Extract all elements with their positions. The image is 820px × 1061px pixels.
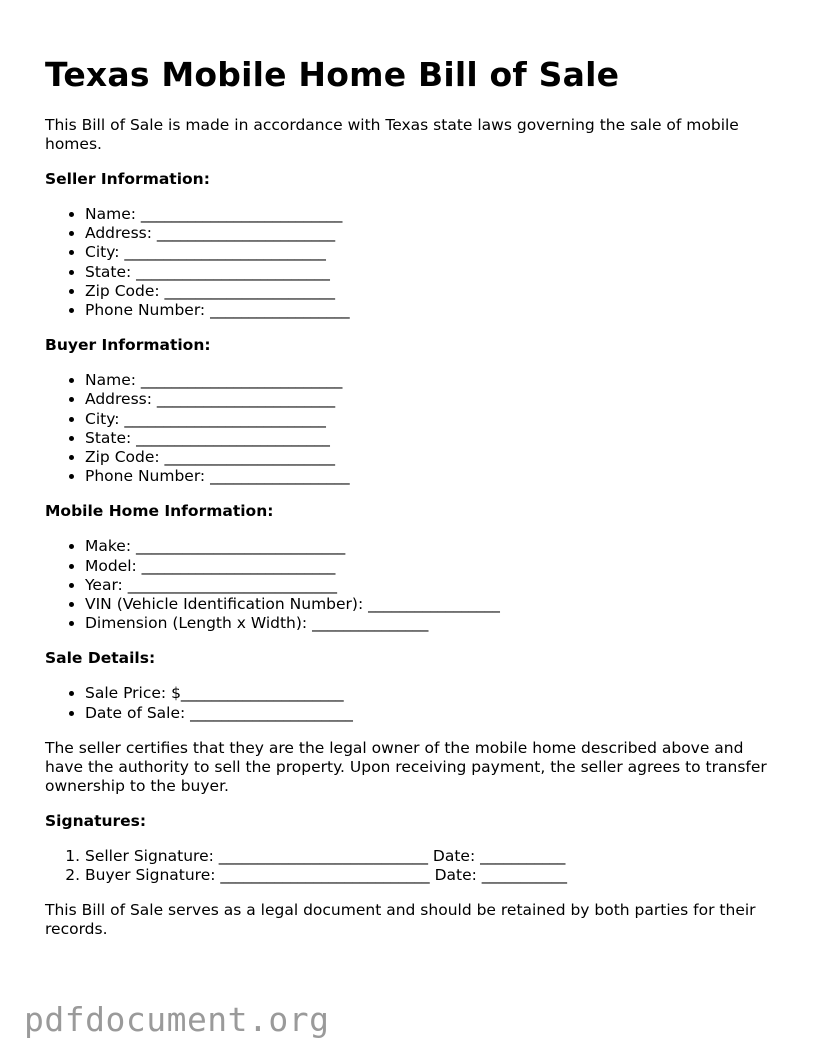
buyer-phone-field: • Phone Number: __________________	[85, 467, 785, 486]
document-title: Texas Mobile Home Bill of Sale	[45, 55, 620, 94]
seller-name-field: • Name: __________________________	[85, 205, 785, 224]
sale-price-field: • Sale Price: $_____________________	[85, 684, 785, 703]
buyer-city-field: • City: __________________________	[85, 410, 785, 429]
intro-paragraph: This Bill of Sale is made in accordance with Texas state laws governing the sale of mobile homes.	[45, 115, 739, 153]
buyer-fields-list	[45, 371, 785, 486]
vin-field: • VIN (Vehicle Identification Number): _________________	[85, 595, 785, 614]
seller-state-field: • State: _________________________	[85, 263, 785, 282]
buyer-zip-field: • Zip Code: ______________________	[85, 448, 785, 467]
seller-heading: Seller Information:	[45, 169, 210, 188]
mobile-home-heading: Mobile Home Information:	[45, 502, 274, 521]
watermark: pdfdocument.org	[24, 1000, 330, 1039]
buyer-name-field: • Name: __________________________	[85, 371, 785, 390]
seller-phone-field: • Phone Number: __________________	[85, 301, 785, 320]
sale-date-field: • Date of Sale: _____________________	[85, 704, 785, 723]
seller-address-field: • Address: _______________________	[85, 224, 785, 243]
buyer-signature-field: 2. Buyer Signature: ___________________________ Date: ___________	[85, 866, 785, 885]
sale-fields-list	[45, 684, 785, 722]
model-field: • Model: _________________________	[85, 557, 785, 576]
buyer-heading: Buyer Information:	[45, 336, 211, 355]
seller-zip-field: • Zip Code: ______________________	[85, 282, 785, 301]
seller-fields-list	[45, 205, 785, 320]
document-page	[45, 56, 785, 955]
dimension-field: • Dimension (Length x Width): _______________	[85, 614, 785, 633]
certification-paragraph: The seller certifies that they are the legal owner of the mobile home described above and have the authority to sell the property. Upon receiving payment, the seller agrees to transfer ownership to the buyer.	[45, 738, 767, 795]
signatures-list	[45, 847, 785, 885]
sale-details-heading: Sale Details:	[45, 649, 156, 668]
make-field: • Make: ___________________________	[85, 537, 785, 556]
buyer-state-field: • State: _________________________	[85, 429, 785, 448]
mobile-home-fields-list	[45, 537, 785, 633]
buyer-address-field: • Address: _______________________	[85, 390, 785, 409]
closing-paragraph: This Bill of Sale serves as a legal document and should be retained by both parties for their records.	[45, 901, 756, 939]
year-field: • Year: ___________________________	[85, 576, 785, 595]
seller-city-field: • City: __________________________	[85, 243, 785, 262]
signatures-heading: Signatures:	[45, 811, 147, 830]
seller-signature-field: 1. Seller Signature: ___________________________ Date: ___________	[85, 847, 785, 866]
